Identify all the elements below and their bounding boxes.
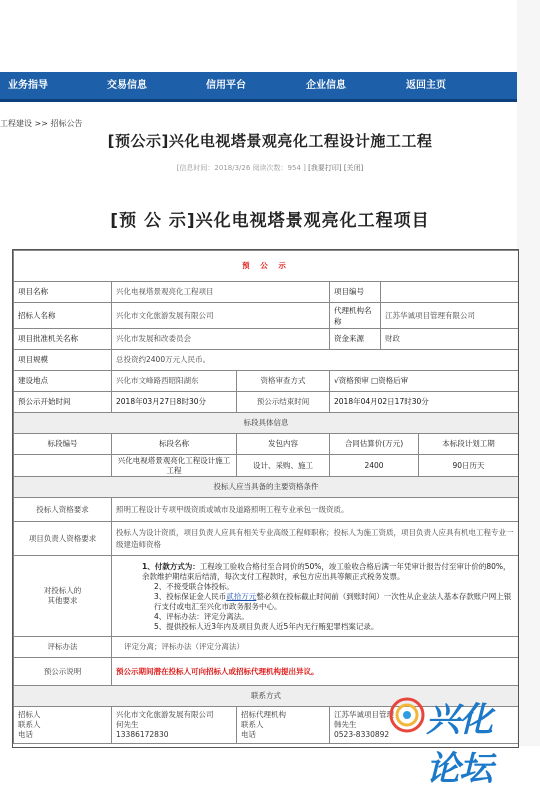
value-fund: 财政	[381, 329, 519, 350]
value-other-requirements	[112, 556, 519, 637]
label-end-time: 预公示结束时间	[237, 392, 330, 413]
other-label-line1: 对投标人的	[43, 586, 82, 595]
section-requirements: 投标人应当具备的主要资格条件	[14, 477, 519, 498]
label-fund: 资金来源	[330, 329, 381, 350]
nav-item-company[interactable]: 企业信息	[306, 80, 346, 91]
deposit-link[interactable]: 贰拾万元	[226, 592, 257, 601]
req-item-5: 5、提供投标人近3年内及项目负责人近5年内无行贿犯罪档案记录。	[154, 622, 379, 631]
page-title: [预公示]兴化电视塔景观亮化工程设计施工工程	[107, 132, 433, 150]
cell-duration: 90日历天	[419, 455, 519, 477]
article-meta	[0, 163, 540, 173]
contact-labels-left: 招标人 联系人 电话	[14, 707, 112, 744]
label-project-name: 项目名称	[14, 282, 112, 303]
watermark-text: 兴化论坛	[426, 700, 492, 789]
col-content: 发包内容	[237, 434, 330, 455]
other-label-line2: 其他要求	[47, 596, 78, 605]
cell-lot-name: 兴化电视塔景观亮化工程设计施工工程	[112, 455, 237, 477]
view-count: 阅读次数：954 ]	[252, 164, 306, 172]
label-start-time: 预公示开始时间	[14, 392, 112, 413]
nav-item-guide[interactable]: 业务指导	[8, 80, 48, 91]
label-approval: 项目批准机关名称	[14, 329, 112, 350]
right-scroll-area	[517, 0, 540, 746]
value-location: 兴化市文峰路西昭阳湖东	[112, 371, 237, 392]
contact-tenderer: 兴化市文化旅游发展有限公司	[116, 710, 214, 719]
main-nav	[0, 72, 517, 102]
value-evaluation: 评定分离；评标办法（评定分离法）	[112, 637, 519, 658]
cell-lot-no	[14, 455, 112, 477]
contact-person: 何先生	[116, 720, 139, 729]
contact-agency-phone: 0523-8330892	[334, 730, 390, 739]
req-item-4: 4、评标办法：评定分离法。	[154, 612, 249, 621]
cell-content: 设计、采购、施工	[237, 455, 330, 477]
review-post-option: □资格后审	[371, 376, 409, 385]
label-agency: 代理机构名称	[330, 303, 381, 329]
label-scale: 项目规模	[14, 350, 112, 371]
value-end-time: 2018年04月02日17时30分	[330, 392, 519, 413]
label-other-requirements	[14, 556, 112, 637]
label-qualification: 投标人资格要求	[14, 498, 112, 522]
cell-price: 2400	[330, 455, 419, 477]
req-item-3: 3、投标保证金人民币贰拾万元整必须在投标截止时间前（到账时间）一次性从企业法人基本存款账户网上银行支付或电汇至兴化市政务服务中心。	[154, 592, 512, 611]
label-location: 建设地点	[14, 371, 112, 392]
col-duration: 本标段计划工期	[419, 434, 519, 455]
value-agency: 江苏华诚项目管理有限公司	[381, 303, 519, 329]
review-pre-option: √资格预审	[334, 376, 369, 385]
value-qualification: 照明工程设计专项甲级资质或城市及道路照明工程专业承包一级资质。	[112, 498, 519, 522]
label-evaluation: 评标办法	[14, 637, 112, 658]
col-lot-name: 标段名称	[112, 434, 237, 455]
nav-item-credit[interactable]: 信用平台	[206, 80, 246, 91]
section-contact: 联系方式	[14, 686, 519, 707]
section-lot-info: 标段具体信息	[14, 413, 519, 434]
contact-values-left	[112, 707, 237, 744]
label-project-no: 项目编号	[330, 282, 381, 303]
value-pm-requirement: 投标人为设计资质，项目负责人应具有相关专业高级工程师职称；投标人为施工资质，项目负责人应具有机电工程专业一级建造师资格	[112, 522, 519, 556]
label-note: 预公示说明	[14, 658, 112, 686]
forum-logo-icon	[388, 696, 426, 734]
info-time: [信息时间：2018/3/26	[176, 164, 251, 172]
label-pm-requirement: 项目负责人资格要求	[14, 522, 112, 556]
print-link[interactable]: [我要打印]	[308, 164, 342, 172]
value-scale: 总投资约2400万元人民币。	[112, 350, 519, 371]
contact-agency-person: 韩先生	[334, 720, 357, 729]
forum-watermark	[378, 688, 518, 789]
value-note: 预公示期间潜在投标人可向招标人或招标代理机构提出异议。	[112, 658, 519, 686]
contact-labels-right: 招标代理机构 联系人 电话	[237, 707, 330, 744]
contact-phone: 13386172830	[116, 730, 169, 739]
nav-item-home[interactable]: 返回主页	[406, 80, 446, 91]
col-price: 合同估算价(万元)	[330, 434, 419, 455]
notice-table	[13, 250, 519, 744]
value-approval: 兴化市发展和改委员会	[112, 329, 330, 350]
notice-header: 预 公 示	[14, 251, 519, 282]
close-link[interactable]: [关闭]	[343, 164, 364, 172]
label-review: 资格审查方式	[237, 371, 330, 392]
req-item-1: 1、付款方式为：工程竣工验收合格付至合同价的50%，竣工验收合格后满一年凭审计报告付至审计价的80%，余款维护期结束后结清，每次支付工程款时，承包方应出具等额正式税务发票。	[142, 562, 511, 581]
notice-document	[12, 249, 519, 748]
label-tenderer: 招标人名称	[14, 303, 112, 329]
value-review	[330, 371, 519, 392]
breadcrumb[interactable]: 工程建设 >> 招标公告	[0, 119, 83, 128]
col-lot-no: 标段编号	[14, 434, 112, 455]
contact-agency: 江苏华诚项目管理	[334, 710, 394, 719]
top-banner	[0, 0, 540, 72]
nav-item-trade[interactable]: 交易信息	[107, 80, 147, 91]
req-item-2: 2、不接受联合体投标。	[154, 582, 234, 591]
value-project-name: 兴化电视塔景观亮化工程项目	[112, 282, 330, 303]
document-title: [预 公 示]兴化电视塔景观亮化工程项目	[110, 211, 430, 231]
value-start-time: 2018年03月27日8时30分	[112, 392, 237, 413]
value-project-no	[381, 282, 519, 303]
value-tenderer: 兴化市文化旅游发展有限公司	[112, 303, 330, 329]
